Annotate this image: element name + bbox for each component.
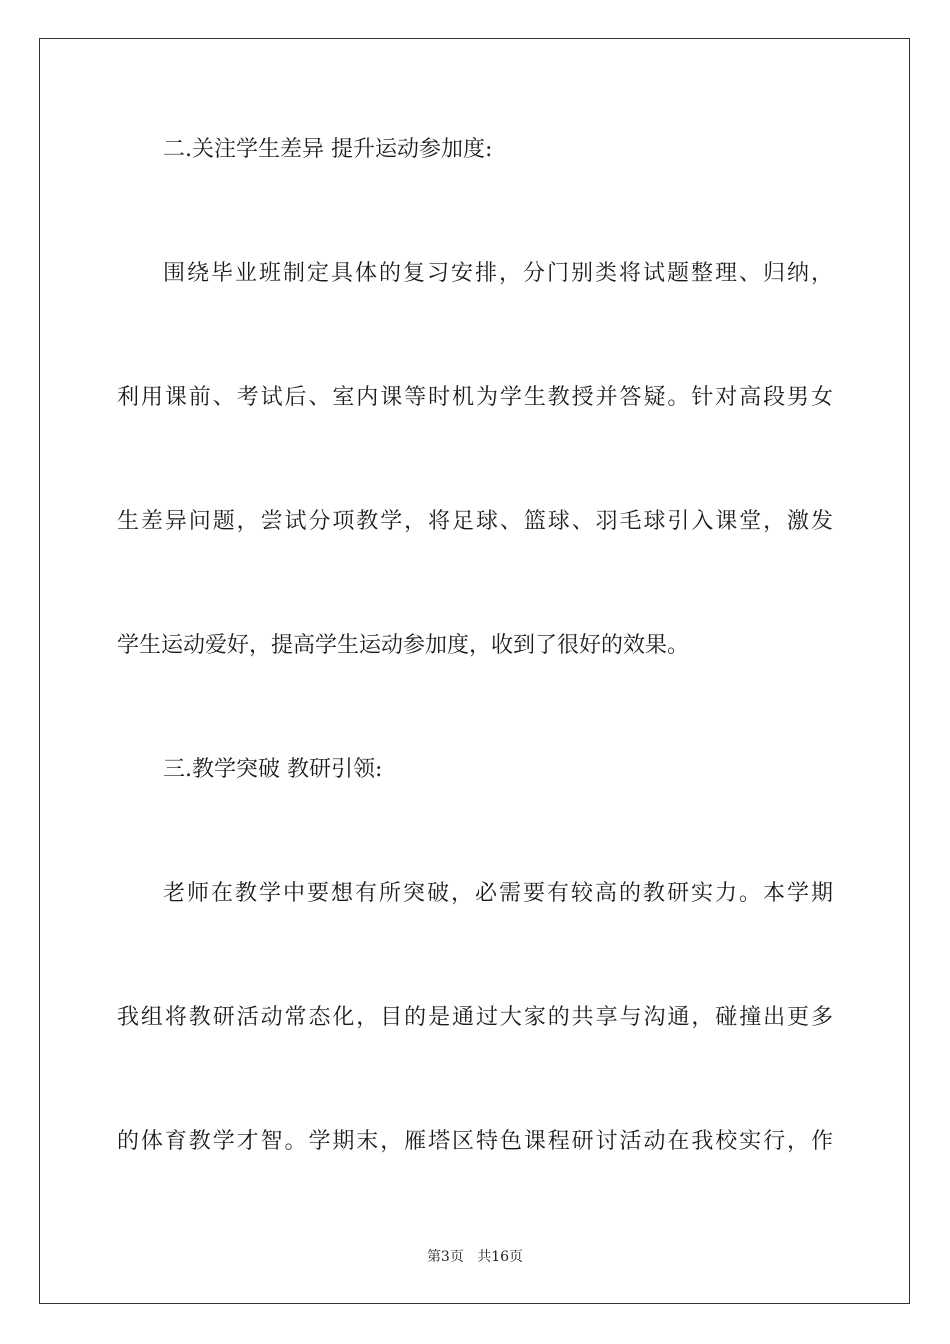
section-heading-3: 三.教学突破 教研引领: bbox=[163, 757, 383, 782]
paragraph-line: 老师在教学中要想有所突破，必需要有较高的教研实力。本学期 bbox=[163, 881, 833, 906]
paragraph-line: 围绕毕业班制定具体的复习安排，分门别类将试题整理、归纳， bbox=[163, 261, 833, 286]
section-heading-2: 二.关注学生差异 提升运动参加度: bbox=[163, 137, 493, 162]
page-number: 第3页 bbox=[426, 1249, 464, 1265]
page-total: 共16页 bbox=[477, 1249, 524, 1265]
paragraph-line: 学生运动爱好，提高学生运动参加度，收到了很好的效果。 bbox=[117, 633, 690, 658]
paragraph-line: 利用课前、考试后、室内课等时机为学生教授并答疑。针对高段男女 bbox=[117, 385, 833, 410]
page-footer bbox=[0, 1247, 950, 1267]
paragraph-line: 的体育教学才智。学期末，雁塔区特色课程研讨活动在我校实行，作 bbox=[117, 1129, 833, 1154]
paragraph-line: 生差异问题，尝试分项教学，将足球、篮球、羽毛球引入课堂，激发 bbox=[117, 509, 833, 534]
page-border bbox=[39, 38, 910, 1304]
paragraph-line: 我组将教研活动常态化，目的是通过大家的共享与沟通，碰撞出更多 bbox=[117, 1005, 833, 1030]
